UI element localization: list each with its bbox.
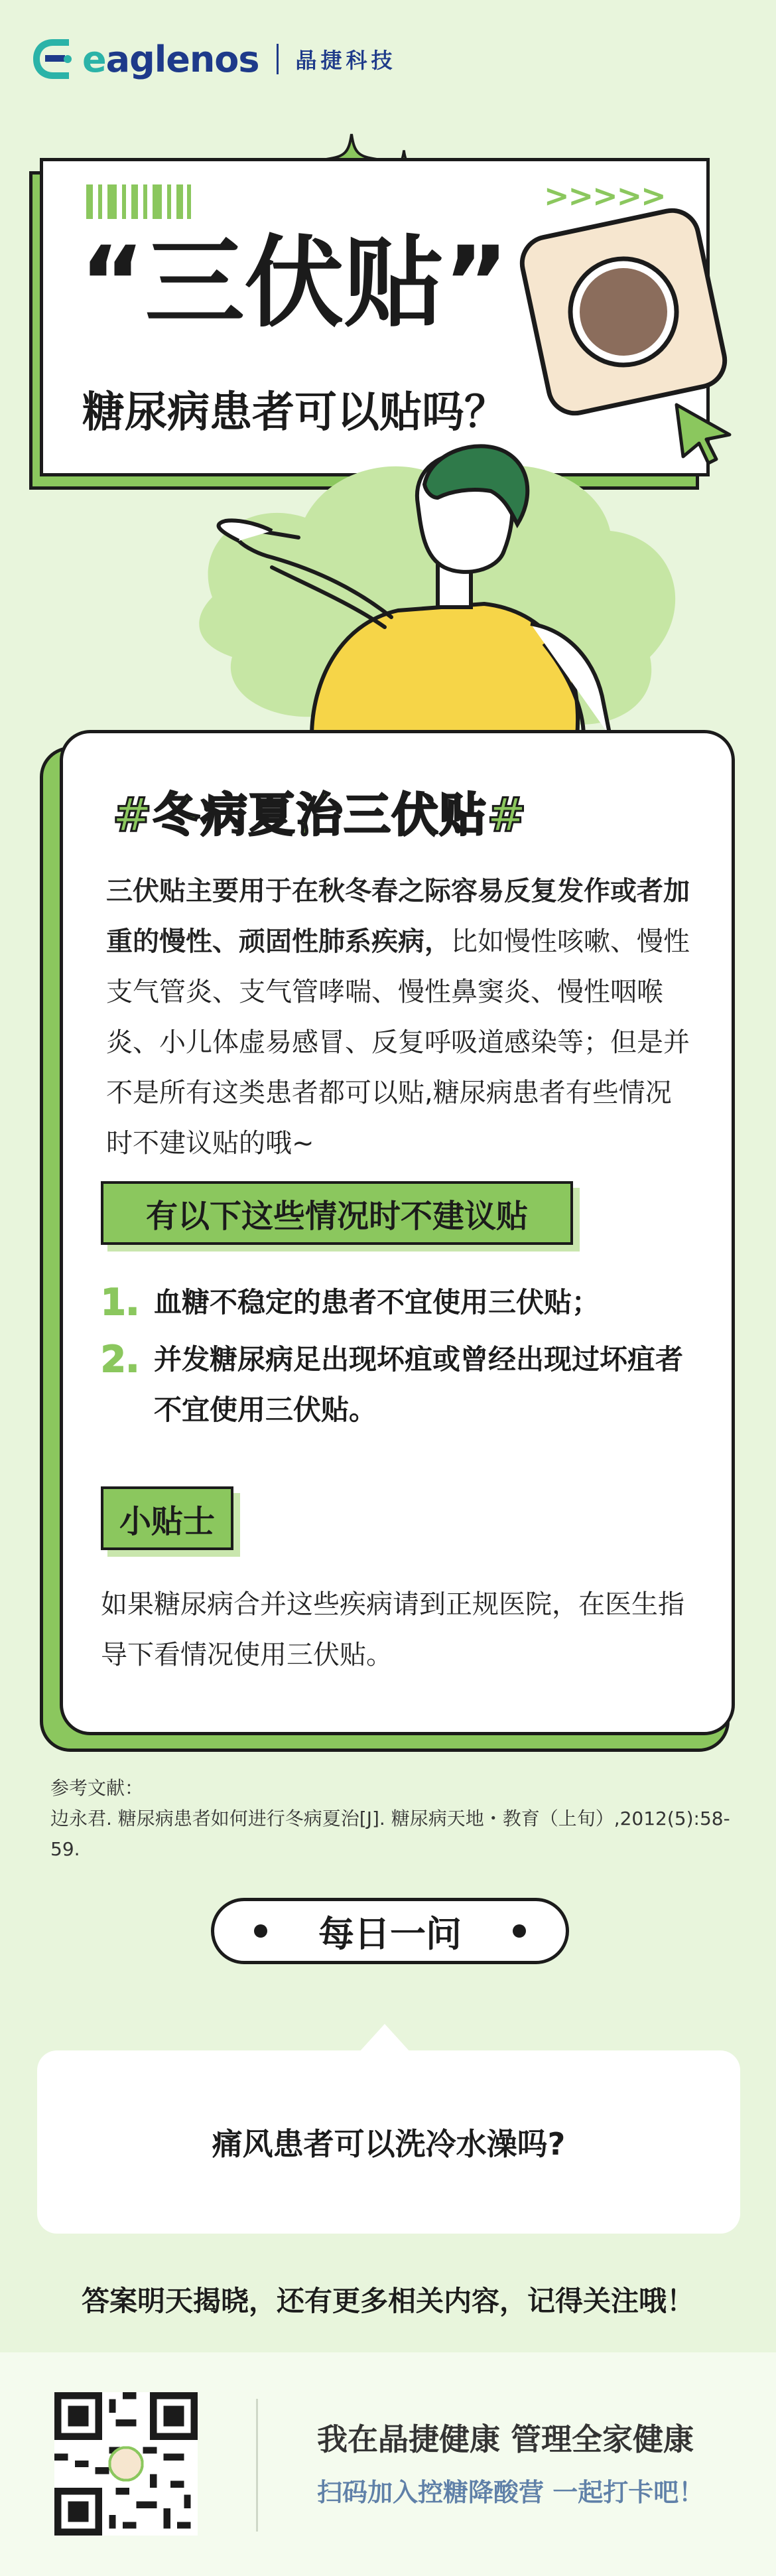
company-name: 晶捷科技 <box>295 48 397 73</box>
daily-question-badge <box>211 1898 569 1964</box>
intro-bold-text: 三伏贴主要用于在秋冬春之际容易反复发作或者加重的慢性、顽固性肺系疾病， <box>106 876 690 957</box>
footer-call-to-action: 扫码加入控糖降酸营 一起打卡吧！ <box>317 2478 704 2507</box>
list-number: 2. <box>101 1338 140 1380</box>
barcode-decoration-icon <box>86 184 192 219</box>
list-text: 并发糖尿病足出现坏疽或曾经出现过坏疽者不宜使用三伏贴。 <box>154 1343 684 1426</box>
page-subtitle: 糖尿病患者可以贴吗？ <box>82 388 507 437</box>
list-item <box>101 1334 684 1435</box>
not-recommended-label: 有以下这些情况时不建议贴 <box>101 1181 573 1245</box>
herbal-patch-icon <box>504 192 743 431</box>
tip-label: 小贴士 <box>101 1486 233 1550</box>
dot-icon <box>513 1924 526 1938</box>
dot-icon <box>254 1924 267 1938</box>
references <box>50 1773 734 1865</box>
question-box <box>37 2050 740 2234</box>
list-item <box>101 1277 684 1328</box>
logo-divider <box>277 44 279 74</box>
list-number: 1. <box>101 1281 140 1323</box>
daily-question-label: 每日一问 <box>318 1912 462 1955</box>
footer-divider <box>256 2399 258 2532</box>
references-text: 边永君. 糖尿病患者如何进行冬病夏治[J]. 糖尿病天地・教育（上旬）,2012(5):58-59. <box>50 1808 730 1860</box>
references-label: 参考文献： <box>50 1777 144 1799</box>
card-heading: #冬病夏治三伏贴# <box>113 788 528 842</box>
intro-rest-text: 比如慢性咳嗽、慢性支气管炎、支气管哮喘、慢性鼻窦炎、慢性咽喉炎、小儿体虚易感冒、反复呼吸道感染等；但是并不是所有这类患者都可以贴,糖尿病患者有些情况时不建议贴的哦~ <box>106 926 690 1159</box>
eaglenos-logo-icon <box>29 35 77 83</box>
daily-question-text: 痛风患者可以洗冷水澡吗? <box>212 2126 566 2162</box>
answer-note: 答案明天揭晓，还有更多相关内容，记得关注哦！ <box>81 2285 694 2317</box>
page-title: “三伏贴” <box>80 226 509 341</box>
condition-list <box>101 1277 684 1442</box>
footer-slogan: 我在晶捷健康 管理全家健康 <box>317 2421 694 2457</box>
tip-text: 如果糖尿病合并这些疾病请到正规医院，在医生指导下看情况使用三伏贴。 <box>101 1589 684 1670</box>
arrow-decoration: >>>>> <box>544 178 665 214</box>
brand-logo <box>29 29 397 89</box>
brand-wordmark: eaglenos <box>82 38 259 80</box>
intro-paragraph <box>106 866 690 1169</box>
qr-code-icon[interactable] <box>54 2392 198 2536</box>
person-illustration-icon <box>172 425 690 737</box>
speech-notch <box>358 2024 411 2053</box>
list-text: 血糖不稳定的患者不宜使用三伏贴； <box>154 1286 600 1319</box>
